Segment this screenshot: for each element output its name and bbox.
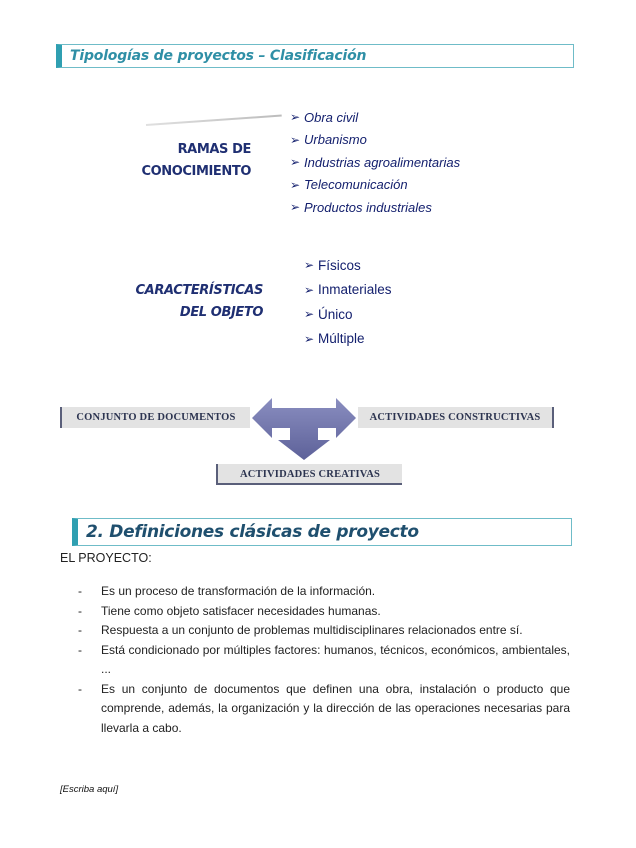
- arrow-bullet-icon: ➢: [290, 132, 301, 147]
- diagram-box-actividades-creativas: ACTIVIDADES CREATIVAS: [216, 464, 402, 485]
- ramas-label: [120, 139, 251, 183]
- list-item: ➢ Múltiple: [304, 331, 365, 347]
- arrow-bullet-icon: ➢: [304, 307, 315, 322]
- list-item: - Está condicionado por múltiples factores: humanos, técnicos, económicos, ambientales, ...: [78, 642, 570, 676]
- arrow-bullet-icon: ➢: [290, 110, 301, 125]
- section2-title: 2. Definiciones clásicas de proyecto: [86, 522, 419, 542]
- list-item: ➢ Productos industriales: [290, 199, 432, 215]
- arrow-bullet-icon: ➢: [304, 258, 315, 273]
- arrow-bullet-icon: ➢: [290, 177, 301, 192]
- list-item: - Respuesta a un conjunto de problemas multidisciplinares relacionados entre sí.: [78, 623, 523, 637]
- list-item: ➢ Inmateriales: [304, 282, 392, 298]
- arrow-bullet-icon: ➢: [290, 155, 301, 170]
- footer-placeholder[interactable]: [Escriba aquí]: [60, 784, 119, 795]
- list-item: ➢ Telecomunicación: [290, 177, 408, 193]
- section-header: [56, 44, 574, 68]
- ramas-list: [290, 106, 460, 219]
- section-header-title: Tipologías de proyectos – Clasificación: [70, 48, 367, 64]
- caracteristicas-label-line2: DEL OBJETO: [179, 305, 263, 320]
- arrow-bullet-icon: ➢: [304, 282, 315, 297]
- list-item: ➢ Obra civil: [290, 109, 359, 125]
- three-way-arrow-icon: [250, 396, 358, 462]
- proyecto-intro: EL PROYECTO:: [60, 551, 152, 565]
- caracteristicas-label: [120, 280, 263, 324]
- diagram-box-conjunto-documentos: CONJUNTO DE DOCUMENTOS: [60, 407, 250, 428]
- list-item: ➢ Físicos: [304, 257, 361, 273]
- arrow-bullet-icon: ➢: [290, 200, 301, 215]
- caracteristicas-label-line1: CARACTERÍSTICAS: [135, 283, 263, 298]
- list-item: - Tiene como objeto satisfacer necesidades humanas.: [78, 603, 381, 618]
- list-item: ➢ Industrias agroalimentarias: [290, 154, 461, 170]
- list-item: ➢ Urbanismo: [290, 132, 367, 148]
- diagram-box-actividades-constructivas: ACTIVIDADES CONSTRUCTIVAS: [358, 407, 554, 428]
- section2-header: [72, 518, 572, 546]
- list-item: - Es un proceso de transformación de la información.: [78, 584, 376, 598]
- ramas-label-line2: CONOCIMIENTO: [141, 164, 251, 179]
- list-item: - Es un conjunto de documentos que definen una obra, instalación o producto que comprende, además, la organización y la dirección de las operaciones necesarias para llevarla a cabo.: [78, 681, 570, 735]
- caracteristicas-list: [304, 253, 392, 351]
- divider-line: [146, 115, 282, 126]
- definitions-list: [74, 582, 570, 738]
- list-item: ➢ Único: [304, 306, 353, 322]
- ramas-label-line1: RAMAS DE: [177, 142, 251, 157]
- arrow-bullet-icon: ➢: [304, 331, 315, 346]
